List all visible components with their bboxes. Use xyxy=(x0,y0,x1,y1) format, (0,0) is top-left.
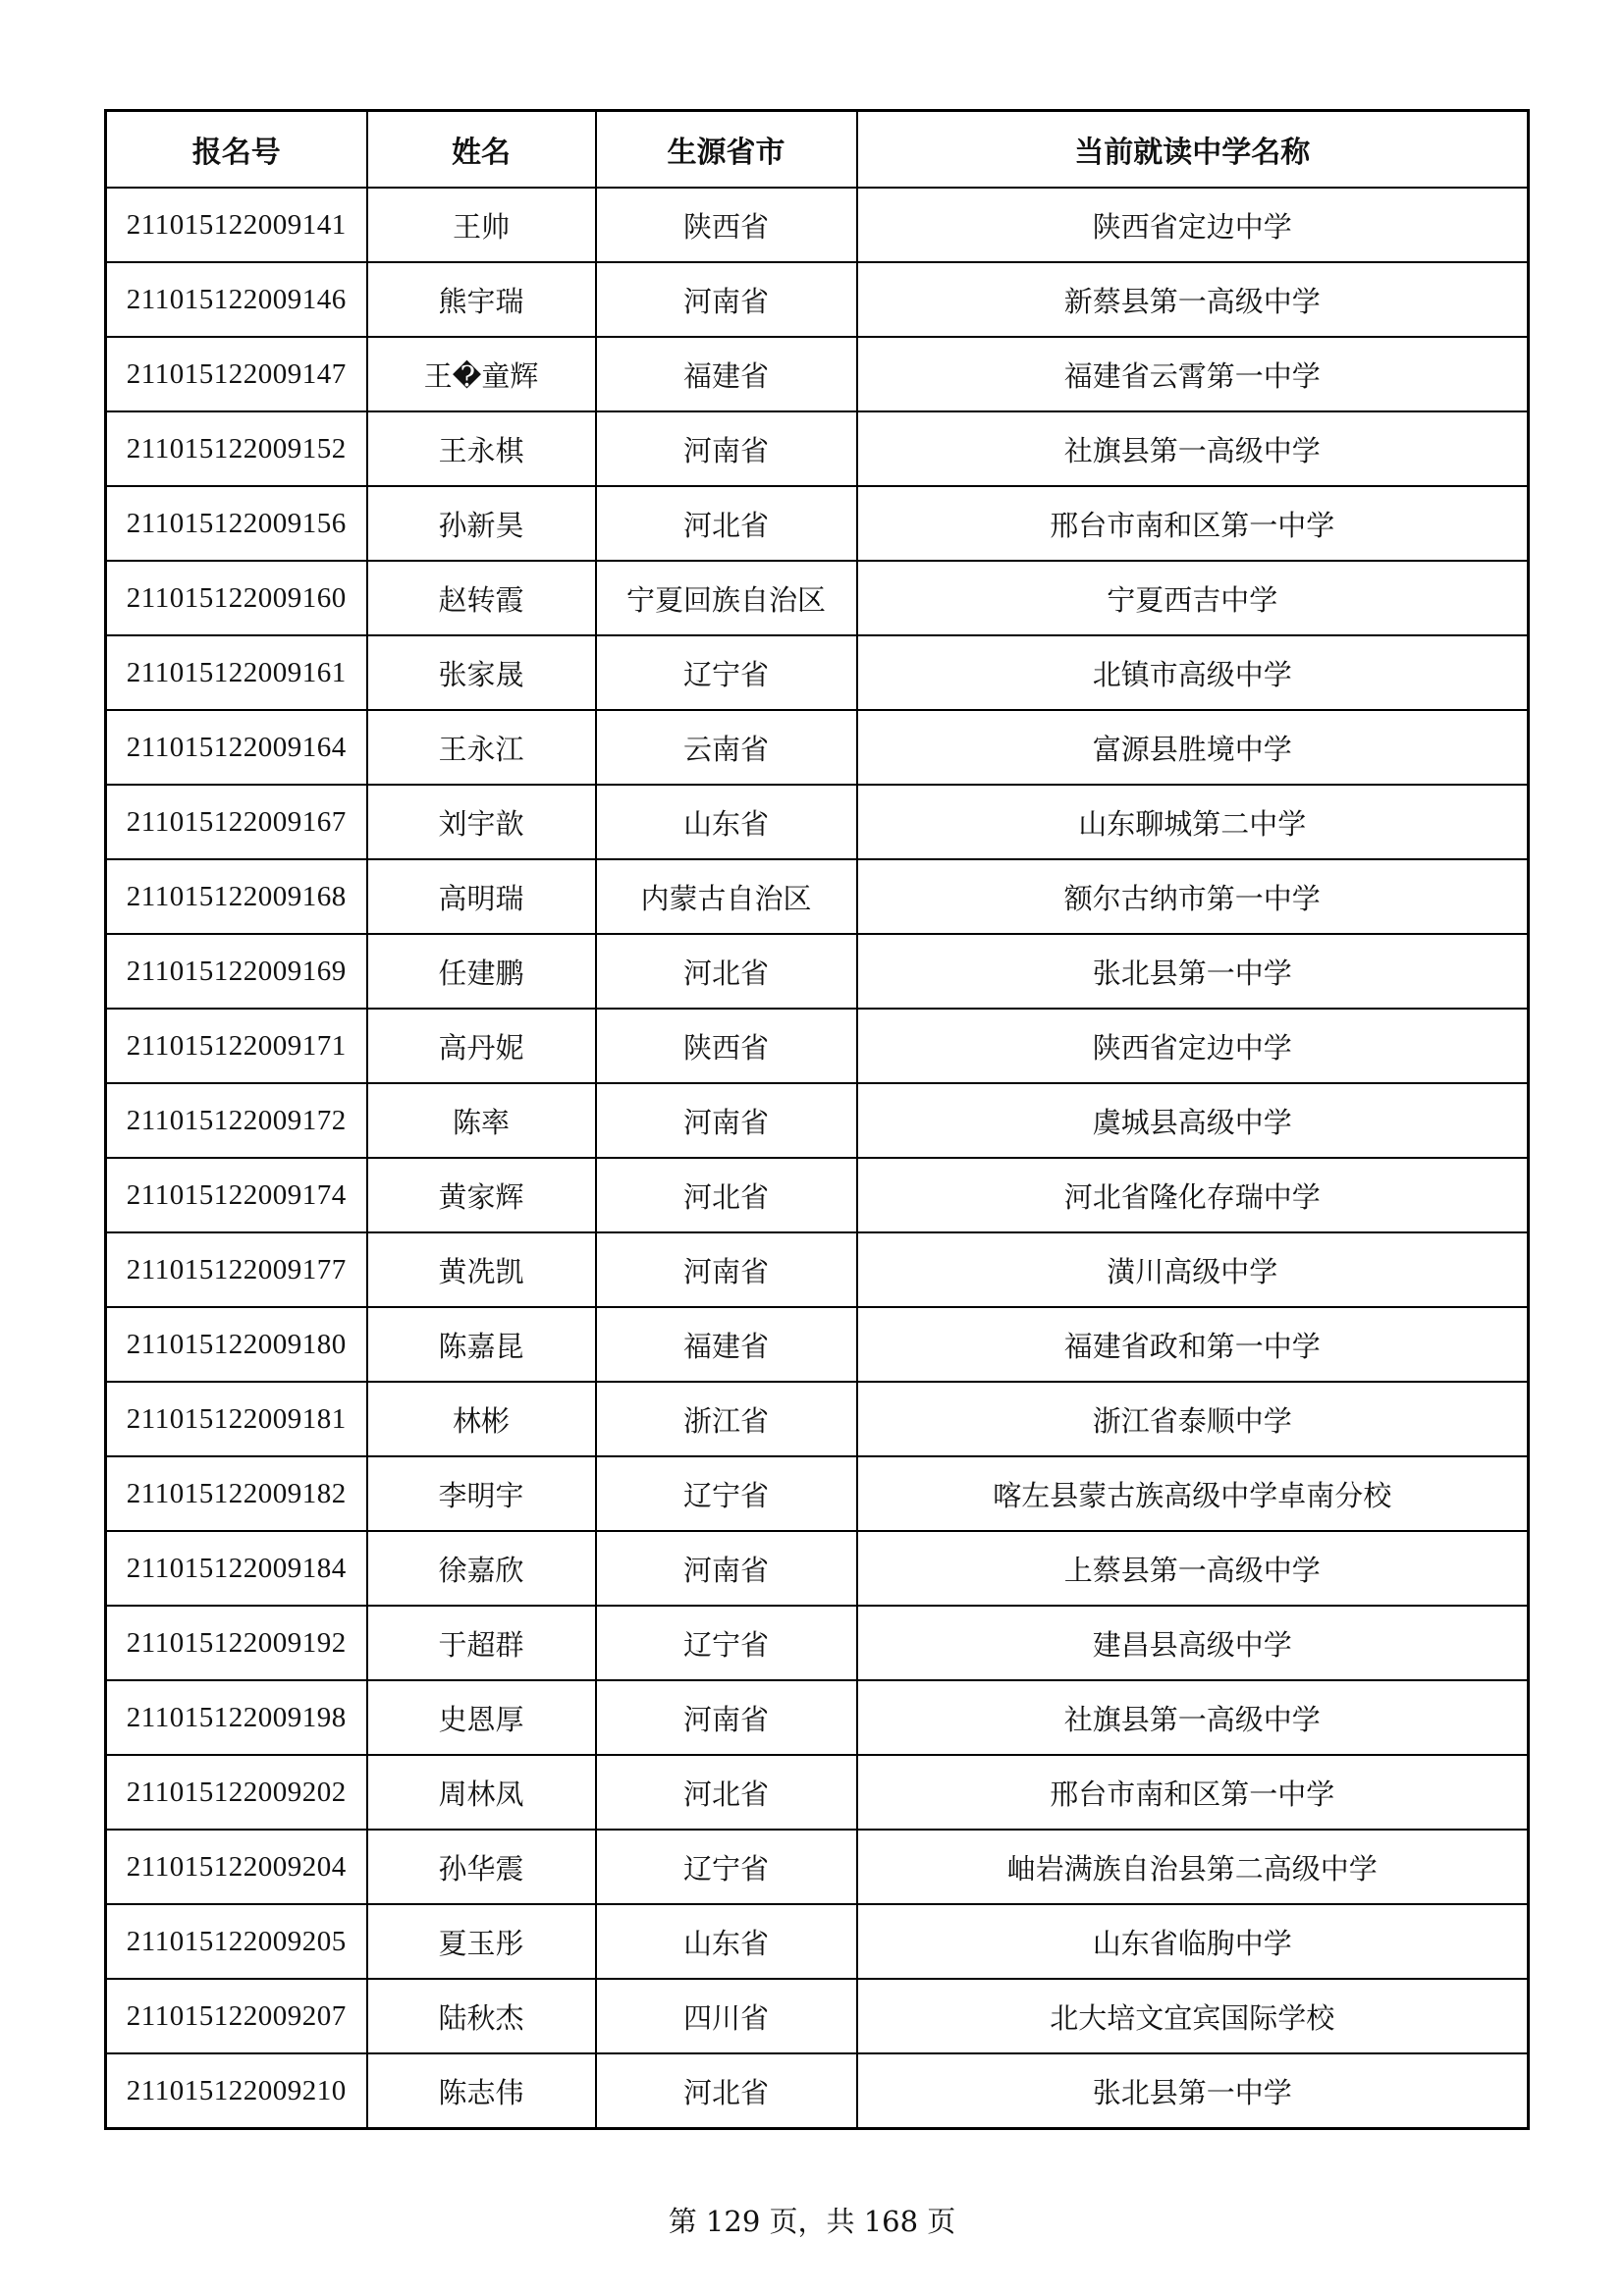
student-table xyxy=(104,109,1530,2130)
table-row xyxy=(106,2053,1529,2129)
student-name-cell: 周林凤 xyxy=(367,1755,596,1830)
registration-number-cell: 211015122009202 xyxy=(106,1755,367,1830)
table-row xyxy=(106,262,1529,337)
header-school: 当前就读中学名称 xyxy=(857,111,1529,189)
school-cell: 额尔古纳市第一中学 xyxy=(857,859,1529,934)
province-cell: 河北省 xyxy=(596,1158,857,1232)
school-cell: 宁夏西吉中学 xyxy=(857,561,1529,635)
table-row xyxy=(106,1456,1529,1531)
table-row xyxy=(106,1009,1529,1083)
school-cell: 新蔡县第一高级中学 xyxy=(857,262,1529,337)
student-name-cell: 张家晟 xyxy=(367,635,596,710)
student-name-cell: 陈率 xyxy=(367,1083,596,1158)
registration-number-cell: 211015122009207 xyxy=(106,1979,367,2053)
table-row xyxy=(106,486,1529,561)
province-cell: 福建省 xyxy=(596,1307,857,1382)
school-cell: 建昌县高级中学 xyxy=(857,1606,1529,1680)
registration-number-cell: 211015122009182 xyxy=(106,1456,367,1531)
registration-number-cell: 211015122009160 xyxy=(106,561,367,635)
table-row xyxy=(106,411,1529,486)
registration-number-cell: 211015122009210 xyxy=(106,2053,367,2129)
student-name-cell: 王帅 xyxy=(367,188,596,262)
province-cell: 云南省 xyxy=(596,710,857,785)
table-row xyxy=(106,934,1529,1009)
student-name-cell: 黄家辉 xyxy=(367,1158,596,1232)
header-name: 姓名 xyxy=(367,111,596,189)
registration-number-cell: 211015122009147 xyxy=(106,337,367,411)
province-cell: 河南省 xyxy=(596,1083,857,1158)
table-header-row xyxy=(106,111,1529,189)
province-cell: 河北省 xyxy=(596,1755,857,1830)
table-row xyxy=(106,1979,1529,2053)
school-cell: 潢川高级中学 xyxy=(857,1232,1529,1307)
student-name-cell: 于超群 xyxy=(367,1606,596,1680)
table-row xyxy=(106,1531,1529,1606)
province-cell: 四川省 xyxy=(596,1979,857,2053)
student-name-cell: 王永棋 xyxy=(367,411,596,486)
student-name-cell: 陈志伟 xyxy=(367,2053,596,2129)
registration-number-cell: 211015122009172 xyxy=(106,1083,367,1158)
province-cell: 陕西省 xyxy=(596,188,857,262)
student-name-cell: 赵转霞 xyxy=(367,561,596,635)
province-cell: 河北省 xyxy=(596,2053,857,2129)
registration-number-cell: 211015122009192 xyxy=(106,1606,367,1680)
student-name-cell: 王�童辉 xyxy=(367,337,596,411)
registration-number-cell: 211015122009169 xyxy=(106,934,367,1009)
table-row xyxy=(106,635,1529,710)
student-name-cell: 黄冼凯 xyxy=(367,1232,596,1307)
province-cell: 河南省 xyxy=(596,262,857,337)
student-name-cell: 夏玉彤 xyxy=(367,1904,596,1979)
registration-number-cell: 211015122009180 xyxy=(106,1307,367,1382)
registration-number-cell: 211015122009146 xyxy=(106,262,367,337)
table-row xyxy=(106,188,1529,262)
province-cell: 辽宁省 xyxy=(596,1830,857,1904)
province-cell: 河南省 xyxy=(596,1232,857,1307)
province-cell: 内蒙古自治区 xyxy=(596,859,857,934)
table-row xyxy=(106,1232,1529,1307)
province-cell: 河南省 xyxy=(596,1680,857,1755)
province-cell: 山东省 xyxy=(596,785,857,859)
school-cell: 陕西省定边中学 xyxy=(857,188,1529,262)
school-cell: 岫岩满族自治县第二高级中学 xyxy=(857,1830,1529,1904)
student-name-cell: 林彬 xyxy=(367,1382,596,1456)
school-cell: 邢台市南和区第一中学 xyxy=(857,486,1529,561)
school-cell: 社旗县第一高级中学 xyxy=(857,1680,1529,1755)
province-cell: 辽宁省 xyxy=(596,635,857,710)
student-name-cell: 陆秋杰 xyxy=(367,1979,596,2053)
table-row xyxy=(106,1904,1529,1979)
student-name-cell: 徐嘉欣 xyxy=(367,1531,596,1606)
table-row xyxy=(106,1307,1529,1382)
registration-number-cell: 211015122009167 xyxy=(106,785,367,859)
province-cell: 河南省 xyxy=(596,411,857,486)
table-row xyxy=(106,785,1529,859)
table-row xyxy=(106,1083,1529,1158)
school-cell: 张北县第一中学 xyxy=(857,2053,1529,2129)
school-cell: 上蔡县第一高级中学 xyxy=(857,1531,1529,1606)
student-name-cell: 高丹妮 xyxy=(367,1009,596,1083)
table-row xyxy=(106,710,1529,785)
registration-number-cell: 211015122009181 xyxy=(106,1382,367,1456)
school-cell: 北镇市高级中学 xyxy=(857,635,1529,710)
province-cell: 河北省 xyxy=(596,934,857,1009)
page-number: 第 129 页，共 168 页 xyxy=(668,2205,956,2238)
school-cell: 河北省隆化存瑞中学 xyxy=(857,1158,1529,1232)
registration-number-cell: 211015122009168 xyxy=(106,859,367,934)
registration-number-cell: 211015122009156 xyxy=(106,486,367,561)
province-cell: 山东省 xyxy=(596,1904,857,1979)
registration-number-cell: 211015122009152 xyxy=(106,411,367,486)
registration-number-cell: 211015122009177 xyxy=(106,1232,367,1307)
table-row xyxy=(106,337,1529,411)
student-name-cell: 孙新昊 xyxy=(367,486,596,561)
school-cell: 富源县胜境中学 xyxy=(857,710,1529,785)
student-name-cell: 史恩厚 xyxy=(367,1680,596,1755)
student-name-cell: 李明宇 xyxy=(367,1456,596,1531)
student-name-cell: 陈嘉昆 xyxy=(367,1307,596,1382)
student-name-cell: 高明瑞 xyxy=(367,859,596,934)
registration-number-cell: 211015122009184 xyxy=(106,1531,367,1606)
school-cell: 福建省政和第一中学 xyxy=(857,1307,1529,1382)
school-cell: 喀左县蒙古族高级中学卓南分校 xyxy=(857,1456,1529,1531)
table-row xyxy=(106,1680,1529,1755)
school-cell: 北大培文宜宾国际学校 xyxy=(857,1979,1529,2053)
school-cell: 虞城县高级中学 xyxy=(857,1083,1529,1158)
header-registration-number: 报名号 xyxy=(106,111,367,189)
registration-number-cell: 211015122009204 xyxy=(106,1830,367,1904)
table-row xyxy=(106,1158,1529,1232)
student-name-cell: 孙华震 xyxy=(367,1830,596,1904)
province-cell: 浙江省 xyxy=(596,1382,857,1456)
registration-number-cell: 211015122009164 xyxy=(106,710,367,785)
school-cell: 邢台市南和区第一中学 xyxy=(857,1755,1529,1830)
province-cell: 宁夏回族自治区 xyxy=(596,561,857,635)
school-cell: 陕西省定边中学 xyxy=(857,1009,1529,1083)
school-cell: 福建省云霄第一中学 xyxy=(857,337,1529,411)
table-row xyxy=(106,1830,1529,1904)
registration-number-cell: 211015122009141 xyxy=(106,188,367,262)
table-row xyxy=(106,1606,1529,1680)
province-cell: 陕西省 xyxy=(596,1009,857,1083)
school-cell: 社旗县第一高级中学 xyxy=(857,411,1529,486)
table-row xyxy=(106,561,1529,635)
registration-number-cell: 211015122009171 xyxy=(106,1009,367,1083)
registration-number-cell: 211015122009205 xyxy=(106,1904,367,1979)
province-cell: 福建省 xyxy=(596,337,857,411)
student-name-cell: 刘宇歆 xyxy=(367,785,596,859)
school-cell: 张北县第一中学 xyxy=(857,934,1529,1009)
school-cell: 山东聊城第二中学 xyxy=(857,785,1529,859)
province-cell: 河南省 xyxy=(596,1531,857,1606)
registration-number-cell: 211015122009198 xyxy=(106,1680,367,1755)
registration-number-cell: 211015122009174 xyxy=(106,1158,367,1232)
school-cell: 浙江省泰顺中学 xyxy=(857,1382,1529,1456)
school-cell: 山东省临朐中学 xyxy=(857,1904,1529,1979)
table-row xyxy=(106,859,1529,934)
header-province: 生源省市 xyxy=(596,111,857,189)
registration-number-cell: 211015122009161 xyxy=(106,635,367,710)
province-cell: 辽宁省 xyxy=(596,1456,857,1531)
table-row xyxy=(106,1755,1529,1830)
student-name-cell: 任建鹏 xyxy=(367,934,596,1009)
province-cell: 河北省 xyxy=(596,486,857,561)
student-name-cell: 王永江 xyxy=(367,710,596,785)
table-row xyxy=(106,1382,1529,1456)
student-name-cell: 熊宇瑞 xyxy=(367,262,596,337)
province-cell: 辽宁省 xyxy=(596,1606,857,1680)
